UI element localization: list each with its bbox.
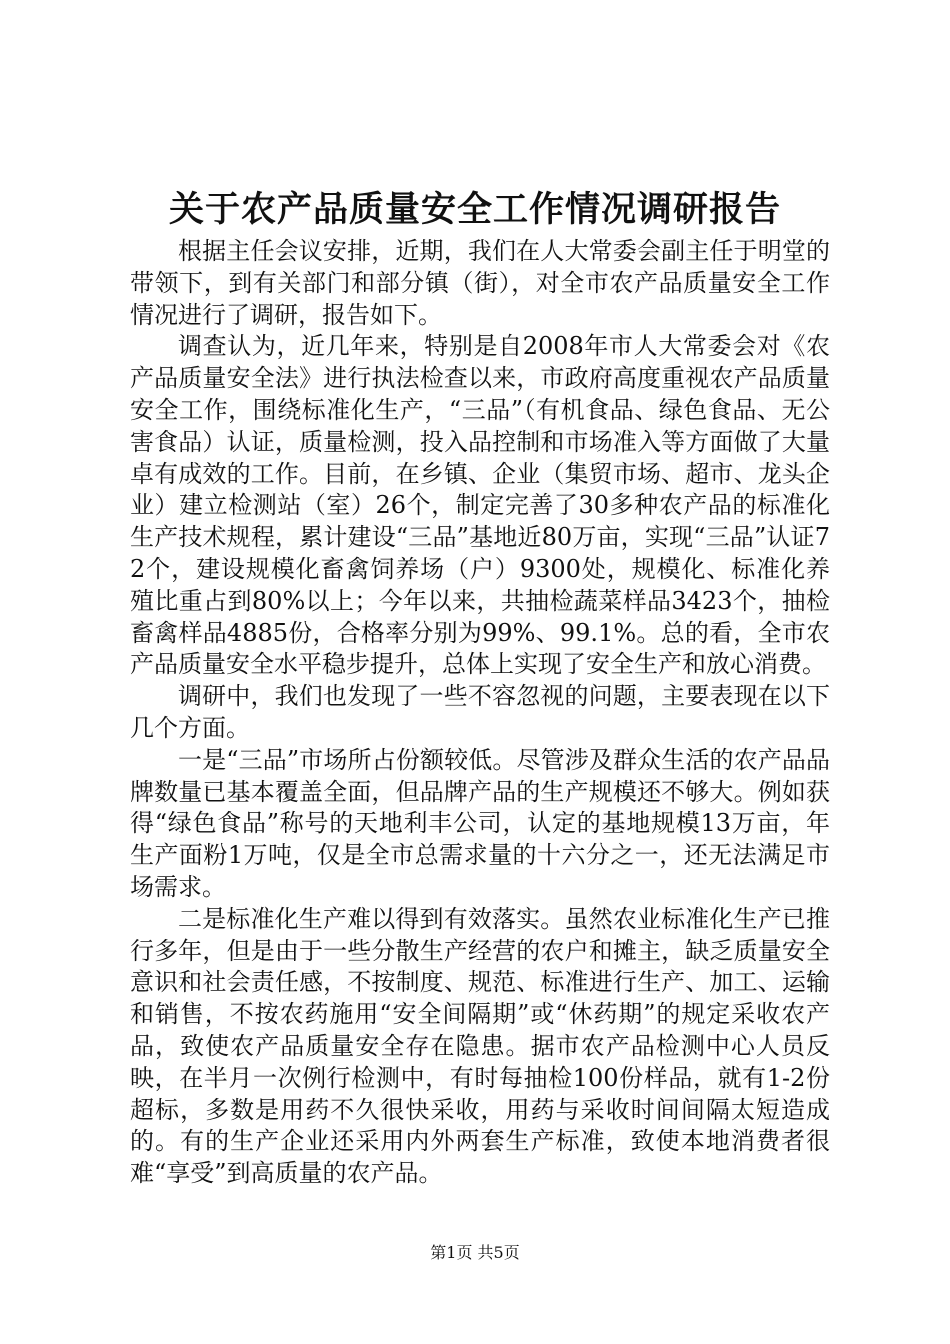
document-body: [130, 236, 830, 1190]
paragraph-problems-intro: 调研中，我们也发现了一些不容忽视的问题，主要表现在以下几个方面。: [130, 682, 830, 742]
paragraph-problem-one: 一是“三品”市场所占份额较低。尽管涉及群众生活的农产品品牌数量已基本覆盖全面，但品牌产品的生产规模还不够大。例如获得“绿色食品”称号的天地利丰公司，认定的基地规模13万亩，年生产面粉1万吨，仅是全市总需求量的十六分之一，还无法满足市场需求。: [130, 745, 830, 901]
paragraph-intro: 根据主任会议安排，近期，我们在人大常委会副主任于明堂的带领下，到有关部门和部分镇（街），对全市农产品质量安全工作情况进行了调研，报告如下。: [130, 237, 830, 329]
page-number-footer: 第1页 共5页: [430, 1243, 520, 1262]
paragraph-survey-findings: 调查认为，近几年来，特别是自2008年市人大常委会对《农产品质量安全法》进行执法检查以来，市政府高度重视农产品质量安全工作，围绕标准化生产，“三品”（有机食品、绿色食品、无公害食品）认证，质量检测，投入品控制和市场准入等方面做了大量卓有成效的工作。目前，在乡镇、企业（集贸市场、超市、龙头企业）建立检测站（室）26个，制定完善了30多种农产品的标准化生产技术规程，累计建设“三品”基地近80万亩，实现“三品”认证72个，建设规模化畜禽饲养场（户）9300处，规模化、标准化养殖比重占到80%以上；今年以来，共抽检蔬菜样品3423个，抽检畜禽样品4885份，合格率分别为99%、99.1%。总的看，全市农产品质量安全水平稳步提升，总体上实现了安全生产和放心消费。: [130, 332, 830, 679]
paragraph-problem-two: 二是标准化生产难以得到有效落实。虽然农业标准化生产已推行多年，但是由于一些分散生产经营的农户和摊主，缺乏质量安全意识和社会责任感，不按制度、规范、标准进行生产、加工、运输和销售，不按农药施用“安全间隔期”或“休药期”的规定采收农产品，致使农产品质量安全存在隐患。据市农产品检测中心人员反映，在半月一次例行检测中，有时每抽检100份样品，就有1-2份超标，多数是用药不久很快采收，用药与采收时间间隔太短造成的。有的生产企业还采用内外两套生产标准，致使本地消费者很难“享受”到高质量的农产品。: [130, 904, 830, 1188]
document-title: 关于农产品质量安全工作情况调研报告: [168, 189, 781, 230]
